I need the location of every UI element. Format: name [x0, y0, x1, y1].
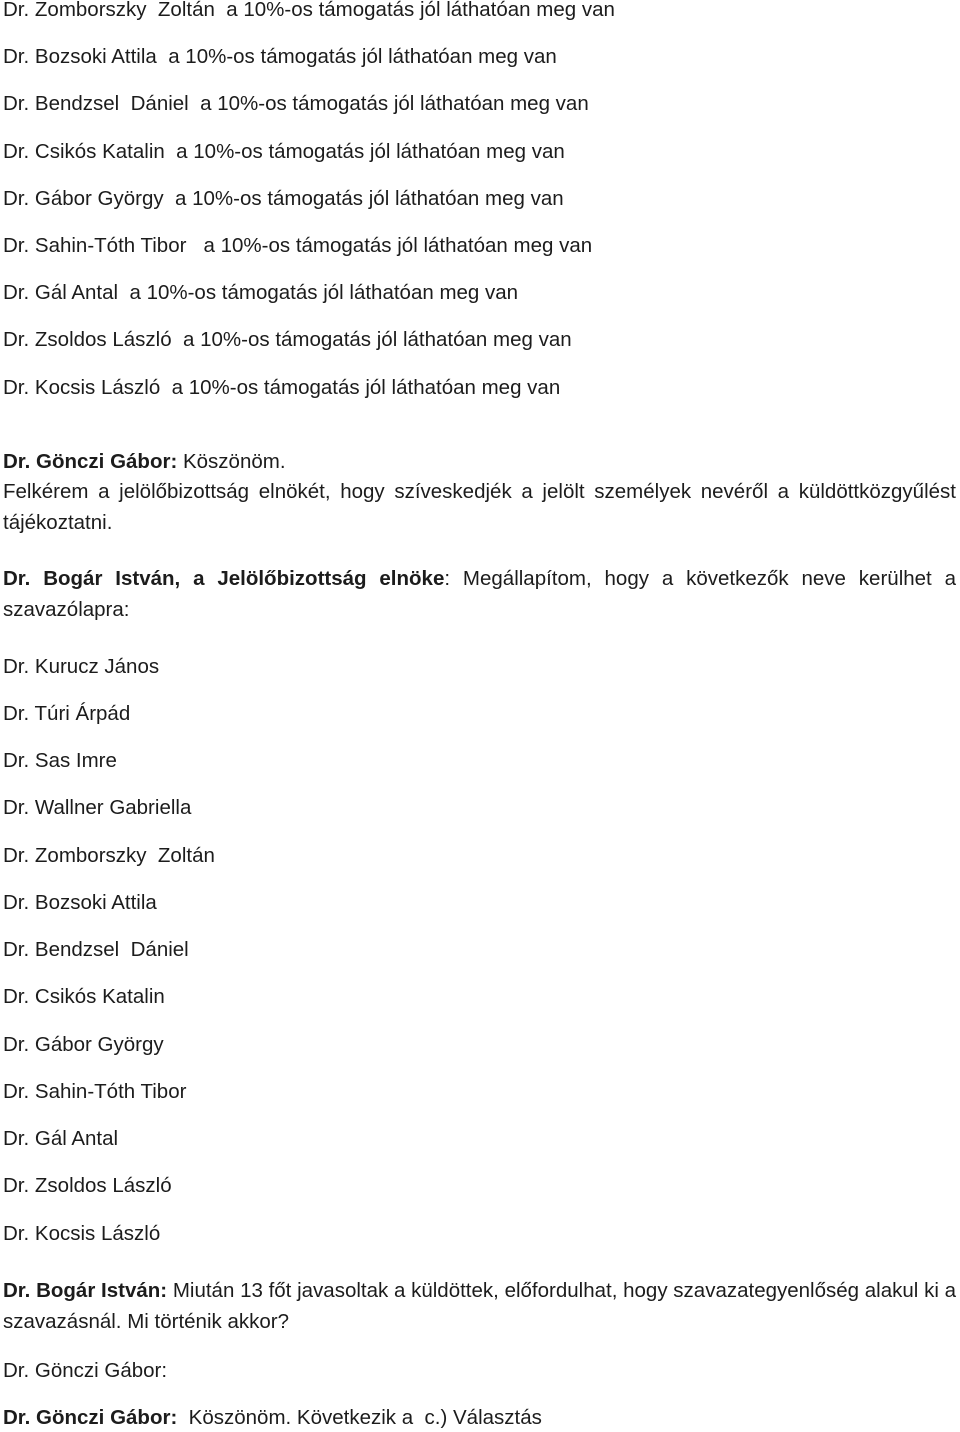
speaker-colon: : — [444, 567, 451, 590]
support-line: Dr. Bendzsel Dániel a 10%-os támogatás jól láthatóan meg van — [3, 92, 589, 115]
support-line: Dr. Csikós Katalin a 10%-os támogatás jól láthatóan meg van — [3, 140, 565, 163]
support-line: Dr. Zomborszky Zoltán a 10%-os támogatás jól láthatóan meg van — [3, 0, 615, 21]
candidate-name: Dr. Zomborszky Zoltán — [3, 844, 215, 867]
speech-text: Felkérem a jelölőbizottság elnökét, hogy szíveskedjék a jelölt személyek nevéről a küldöttközgyűlést tájékoztatni. — [3, 480, 956, 534]
speech-text: Megállapítom, hogy a következők neve kerülhet a szavazólapra: — [3, 567, 956, 621]
speaker-paragraph: Dr. Gönczi Gábor: — [3, 1359, 168, 1382]
support-line: Dr. Gál Antal a 10%-os támogatás jól láthatóan meg van — [3, 281, 519, 304]
speaker-paragraph — [3, 450, 286, 474]
speaker-name: Dr. Bogár István: — [3, 1279, 168, 1302]
speaker-paragraph — [3, 1275, 956, 1337]
support-line: Dr. Gábor György a 10%-os támogatás jól láthatóan meg van — [3, 187, 564, 210]
candidate-name: Dr. Bendzsel Dániel — [3, 938, 189, 961]
candidate-name: Dr. Bozsoki Attila — [3, 891, 157, 914]
support-line: Dr. Bozsoki Attila a 10%-os támogatás jól láthatóan meg van — [3, 45, 557, 68]
candidate-name: Dr. Kocsis László — [3, 1222, 161, 1245]
support-line: Dr. Kocsis László a 10%-os támogatás jól láthatóan meg van — [3, 376, 561, 399]
speaker-name: Dr. Bogár István, a Jelölőbizottság elnöke — [3, 567, 445, 590]
candidate-name: Dr. Gál Antal — [3, 1127, 119, 1150]
candidate-name: Dr. Wallner Gabriella — [3, 796, 192, 819]
speech-text: Miután 13 főt javasoltak a küldöttek, előfordulhat, hogy szavazategyenlőség alakul ki a szavazásnál. Mi történik akkor? — [3, 1279, 956, 1333]
speaker-name: Dr. Gönczi Gábor: — [3, 450, 178, 473]
candidate-name: Dr. Sahin-Tóth Tibor — [3, 1080, 187, 1103]
candidate-name: Dr. Csikós Katalin — [3, 985, 165, 1008]
speech-text: Köszönöm. — [177, 450, 286, 473]
speaker-name: Dr. Gönczi Gábor: — [3, 1406, 178, 1429]
speaker-paragraph — [3, 563, 956, 625]
candidate-name: Dr. Gábor György — [3, 1033, 164, 1056]
support-line: Dr. Zsoldos László a 10%-os támogatás jól láthatóan meg van — [3, 328, 572, 351]
candidate-name: Dr. Zsoldos László — [3, 1174, 172, 1197]
speech-text: Köszönöm. Következik a c.) Választás — [177, 1406, 542, 1429]
candidate-name: Dr. Túri Árpád — [3, 702, 131, 725]
candidate-name: Dr. Kurucz János — [3, 655, 160, 678]
candidate-name: Dr. Sas Imre — [3, 749, 117, 772]
support-line: Dr. Sahin-Tóth Tibor a 10%-os támogatás jól láthatóan meg van — [3, 234, 593, 257]
speaker-paragraph — [3, 1406, 542, 1430]
